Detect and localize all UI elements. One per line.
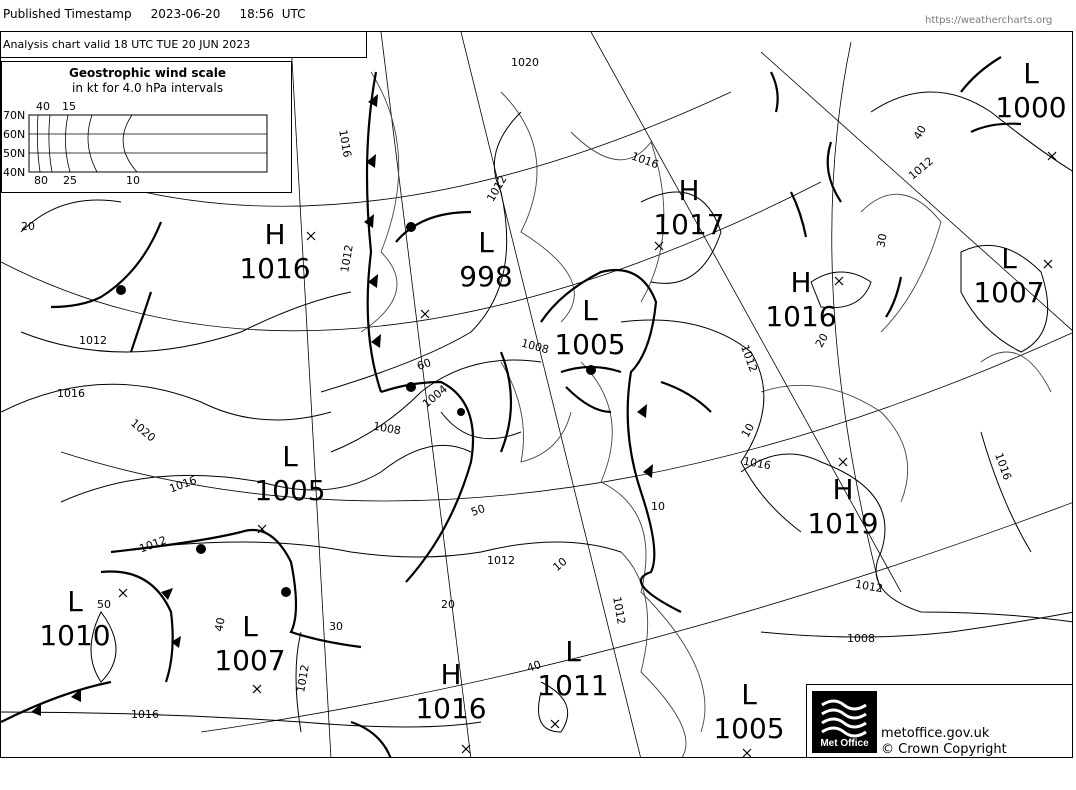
grid-label: 10 bbox=[651, 500, 665, 513]
centre-cross bbox=[655, 242, 663, 250]
grid-label: 30 bbox=[329, 620, 343, 633]
system-pressure-value: 1016 bbox=[415, 692, 487, 725]
isobar-label: 1008 bbox=[372, 419, 402, 438]
isobar-label: 1016 bbox=[629, 149, 661, 172]
warm-front-semicircle bbox=[586, 365, 596, 375]
centre-cross bbox=[551, 720, 559, 728]
isobar-line bbox=[21, 200, 121, 232]
isobar-line bbox=[761, 612, 1073, 637]
grid-label: 20 bbox=[441, 598, 455, 611]
grid-label: 30 bbox=[874, 232, 890, 249]
crown-copyright: © Crown Copyright bbox=[881, 742, 1007, 757]
wind-scale-speed-label: 40 bbox=[36, 100, 50, 113]
occluded-symbol bbox=[457, 408, 465, 416]
system-type-letter: L bbox=[741, 678, 757, 711]
cold-front bbox=[1, 682, 111, 722]
pressure-system bbox=[411, 658, 491, 726]
published-timezone: UTC bbox=[281, 7, 306, 21]
trough-line bbox=[791, 192, 806, 237]
isobar-label: 1016 bbox=[131, 708, 159, 721]
system-type-letter: H bbox=[832, 473, 854, 506]
system-type-letter: L bbox=[242, 610, 258, 643]
pressure-system bbox=[649, 174, 729, 242]
grid-label: 40 bbox=[910, 123, 930, 142]
isobar-label: 1016 bbox=[167, 473, 199, 496]
centre-cross bbox=[839, 458, 847, 466]
trough-line bbox=[771, 72, 778, 112]
system-type-letter: H bbox=[790, 266, 812, 299]
warm-front-semicircle bbox=[281, 587, 291, 597]
published-label: Published Timestamp bbox=[3, 7, 132, 21]
cold-front-triangle bbox=[643, 464, 653, 478]
system-type-letter: L bbox=[282, 440, 298, 473]
grid-label: 40 bbox=[212, 616, 228, 633]
system-pressure-value: 1007 bbox=[214, 644, 286, 677]
isobar-label: 1020 bbox=[511, 56, 539, 69]
pressure-system bbox=[803, 473, 883, 541]
isobar-label: 1020 bbox=[128, 416, 158, 445]
published-date: 2023-06-20 bbox=[150, 7, 221, 21]
system-pressure-value: 1019 bbox=[807, 507, 879, 540]
isobar-label: 1012 bbox=[738, 343, 760, 374]
geostrophic-wind-scale bbox=[1, 61, 292, 193]
centre-cross bbox=[743, 749, 751, 757]
pressure-system bbox=[446, 226, 526, 294]
grid-label: 50 bbox=[469, 501, 487, 520]
synoptic-chart bbox=[0, 31, 1073, 758]
header-bar bbox=[0, 0, 1076, 31]
wind-scale-title: Geostrophic wind scale bbox=[69, 66, 226, 80]
wind-scale-subtitle: in kt for 4.0 hPa intervals bbox=[72, 81, 223, 95]
system-type-letter: H bbox=[440, 658, 462, 691]
system-type-letter: H bbox=[678, 174, 700, 207]
grid-label: 50 bbox=[97, 598, 111, 611]
isobar-label: 1012 bbox=[294, 663, 312, 694]
pressure-system bbox=[969, 242, 1049, 310]
published-timestamp bbox=[3, 7, 306, 21]
isobar-line bbox=[21, 292, 351, 352]
isobar-label: 1012 bbox=[854, 577, 884, 596]
pressure-system bbox=[761, 266, 841, 334]
graticule-line bbox=[291, 42, 331, 758]
wind-scale-speed-label: 80 bbox=[34, 174, 48, 187]
analysis-validity-label: Analysis chart valid 18 UTC TUE 20 JUN 2023 bbox=[1, 32, 367, 58]
isobar-label: 1008 bbox=[519, 336, 551, 357]
isobar-label: 1012 bbox=[487, 554, 515, 567]
system-type-letter: H bbox=[264, 218, 286, 251]
isobar-line bbox=[981, 432, 1031, 552]
occluded-front bbox=[131, 292, 151, 352]
system-pressure-value: 1011 bbox=[537, 669, 609, 702]
pressure-system bbox=[235, 218, 315, 286]
wind-scale-speed-label: 10 bbox=[126, 174, 140, 187]
cold-front-triangle bbox=[371, 334, 381, 348]
source-url[interactable]: https://weathercharts.org bbox=[925, 15, 1053, 26]
system-pressure-value: 1005 bbox=[713, 712, 785, 745]
isobar-label: 1012 bbox=[906, 154, 936, 183]
wind-scale-lat-label: 60N bbox=[3, 128, 26, 141]
system-type-letter: L bbox=[478, 226, 494, 259]
grid-label: 40 bbox=[525, 657, 543, 676]
iberia-coast bbox=[621, 552, 686, 758]
system-pressure-value: 1000 bbox=[995, 91, 1067, 124]
trough-line bbox=[828, 142, 841, 202]
wind-scale-speed-label: 15 bbox=[62, 100, 76, 113]
eastern-coast bbox=[861, 194, 941, 332]
occluded-symbol bbox=[406, 222, 416, 232]
isobar-line bbox=[111, 542, 621, 557]
isobar-label: 1004 bbox=[420, 382, 450, 411]
centre-cross bbox=[462, 745, 470, 753]
cold-front-triangle bbox=[637, 404, 647, 418]
isobar-label: 1008 bbox=[847, 632, 875, 645]
published-time: 18:56 bbox=[239, 7, 275, 21]
grid-label: 60 bbox=[415, 355, 433, 374]
isobar-line bbox=[1, 384, 331, 420]
cold-front bbox=[51, 222, 161, 307]
occluded-front bbox=[566, 387, 611, 412]
isobar-label: 1016 bbox=[336, 128, 354, 159]
pressure-system bbox=[533, 635, 613, 703]
wind-scale-lat-label: 50N bbox=[3, 147, 26, 160]
cold-front bbox=[351, 722, 391, 758]
system-type-letter: L bbox=[1001, 242, 1017, 275]
isobar-label: 1012 bbox=[484, 173, 510, 204]
grid-label: 10 bbox=[738, 421, 758, 440]
system-type-letter: L bbox=[582, 294, 598, 327]
isobar-line bbox=[1, 712, 481, 727]
grid-label: 10 bbox=[550, 555, 570, 574]
wind-scale-lat-label: 40N bbox=[3, 166, 26, 179]
met-office-site[interactable]: metoffice.gov.uk bbox=[881, 726, 990, 741]
centre-cross bbox=[421, 310, 429, 318]
pressure-system bbox=[709, 678, 789, 746]
system-pressure-value: 1017 bbox=[653, 208, 725, 241]
isobar-line bbox=[331, 360, 541, 452]
system-pressure-value: 998 bbox=[459, 260, 513, 293]
eastern-coast bbox=[981, 352, 1051, 392]
met-office-logo bbox=[812, 691, 877, 753]
isobar-label: 1012 bbox=[338, 243, 356, 274]
system-pressure-value: 1005 bbox=[554, 328, 626, 361]
wind-scale-speed-label: 25 bbox=[63, 174, 77, 187]
wind-scale-lat-label: 70N bbox=[3, 109, 26, 122]
system-pressure-value: 1007 bbox=[973, 276, 1045, 309]
isobar-line bbox=[621, 320, 801, 532]
grid-label: 20 bbox=[812, 331, 832, 350]
system-type-letter: L bbox=[67, 585, 83, 618]
isobar-label: 1012 bbox=[79, 334, 107, 347]
system-pressure-value: 1016 bbox=[239, 252, 311, 285]
pressure-system bbox=[35, 585, 115, 653]
system-pressure-value: 1005 bbox=[254, 474, 326, 507]
system-pressure-value: 1016 bbox=[765, 300, 837, 333]
centre-cross bbox=[253, 685, 261, 693]
system-type-letter: L bbox=[565, 635, 581, 668]
isobar-label: 1012 bbox=[610, 595, 628, 626]
grid-label: 20 bbox=[21, 220, 35, 233]
isobar-label: 1016 bbox=[742, 454, 772, 473]
centre-cross bbox=[119, 589, 127, 597]
cold-front-semicircle bbox=[116, 285, 126, 295]
system-type-letter: L bbox=[1023, 57, 1039, 90]
isobar-label: 1012 bbox=[137, 533, 169, 556]
warm-front-semicircle bbox=[196, 544, 206, 554]
pressure-system bbox=[550, 294, 630, 362]
system-pressure-value: 1010 bbox=[39, 619, 111, 652]
occluded-symbol bbox=[406, 382, 416, 392]
isobar-label: 1016 bbox=[57, 387, 85, 400]
isobar-label: 1016 bbox=[992, 451, 1014, 482]
pressure-system bbox=[991, 57, 1071, 125]
met-office-credit bbox=[806, 684, 1073, 758]
pressure-system bbox=[250, 440, 330, 508]
logo-wordmark: Met Office bbox=[820, 738, 869, 749]
trough-line bbox=[661, 382, 711, 412]
